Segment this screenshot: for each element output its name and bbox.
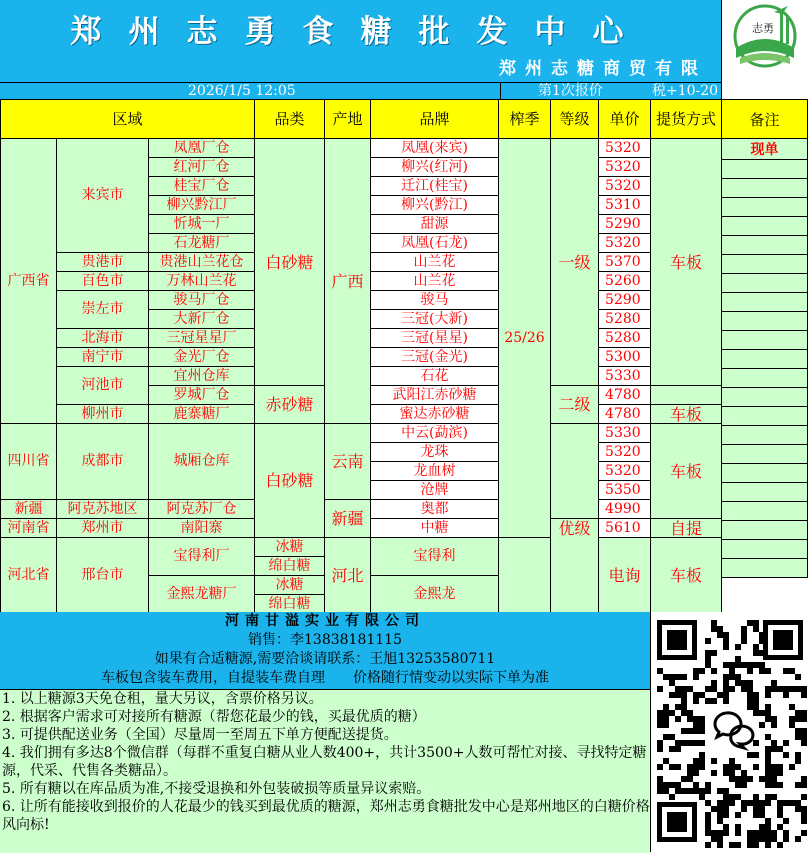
brand-cell: 三冠(金光) — [371, 348, 499, 367]
warehouse-cell: 忻城一厂 — [149, 215, 255, 234]
col-origin: 产地 — [325, 100, 371, 139]
price-cell: 5320 — [599, 443, 651, 462]
grade-cell: 二级 — [551, 386, 599, 424]
brand-cell: 沧牌 — [371, 481, 499, 500]
remark-cell — [722, 502, 808, 521]
warehouse-cell: 阿克苏厂仓 — [149, 500, 255, 519]
quote-round: 第1次报价 — [538, 83, 603, 99]
col-category: 品类 — [255, 100, 325, 139]
city-cell: 南宁市 — [57, 348, 149, 367]
warehouse-cell: 贵港山兰花仓 — [149, 253, 255, 272]
brand-cell: 宝得利 — [371, 538, 499, 576]
note-item: 2. 根据客户需求可对接所有糖源（帮您花最少的钱，买最优质的糖） — [2, 709, 426, 725]
brand-cell: 奥都 — [371, 500, 499, 519]
warehouse-cell: 桂宝厂仓 — [149, 177, 255, 196]
price-cell: 5610 — [599, 519, 651, 538]
fees-note: 车板包含装车费用，自提装车费自理 价格随行情变动以实际下单为准 — [101, 670, 549, 686]
category-cell: 赤砂糖 — [255, 386, 325, 424]
price-cell: 5320 — [599, 234, 651, 253]
category-cell: 白砂糖 — [255, 424, 325, 538]
remark-cell — [722, 464, 808, 483]
origin-cell: 新疆 — [325, 500, 371, 538]
origin-cell: 广西 — [325, 139, 371, 424]
remark-cell — [722, 559, 808, 578]
warehouse-cell: 大新厂仓 — [149, 310, 255, 329]
col-season: 榨季 — [499, 100, 551, 139]
remark-cell — [722, 255, 808, 274]
note-item: 3. 可提供配送业务（全国）尽量周一至周五下单方便配送提货。 — [2, 727, 398, 743]
price-cell: 电询 — [599, 538, 651, 614]
warehouse-cell: 鹿寨糖厂 — [149, 405, 255, 424]
province-cell: 河南省 — [1, 519, 57, 538]
season-cell: 25/26 — [499, 139, 551, 538]
delivery-cell: 车板 — [651, 424, 722, 519]
warehouse-cell: 柳兴黔江厂 — [149, 196, 255, 215]
col-grade: 等级 — [551, 100, 599, 139]
sales-contact: 销售：李13838181115 — [248, 632, 402, 648]
price-cell: 5370 — [599, 253, 651, 272]
wechat-qr-code — [650, 612, 808, 852]
logo-text: 志勇 — [752, 22, 774, 35]
table-row — [1, 500, 722, 519]
brand-cell: 龙珠 — [371, 443, 499, 462]
category-cell: 绵白糖 — [255, 595, 325, 614]
col-brand: 品牌 — [371, 100, 499, 139]
warehouse-cell: 金光厂仓 — [149, 348, 255, 367]
price-cell: 5310 — [599, 196, 651, 215]
remark-cell — [722, 236, 808, 255]
remark-cell — [722, 521, 808, 540]
category-cell: 冰糖 — [255, 576, 325, 595]
city-cell: 河池市 — [57, 367, 149, 405]
sugarcane-logo-icon — [722, 0, 808, 99]
city-cell: 北海市 — [57, 329, 149, 348]
city-cell: 崇左市 — [57, 291, 149, 329]
brand-cell: 三冠(大新) — [371, 310, 499, 329]
price-table — [0, 99, 722, 614]
price-cell: 5290 — [599, 215, 651, 234]
delivery-cell: 车板 — [651, 139, 722, 386]
page-title: 郑州志勇食糖批发中心 — [70, 13, 651, 50]
season-cell-empty — [499, 538, 551, 614]
brand-cell: 石花 — [371, 367, 499, 386]
remark-cell — [722, 274, 808, 293]
remark-cell — [722, 445, 808, 464]
remark-cell — [722, 293, 808, 312]
info-bar — [0, 82, 721, 100]
remark-cell: 现单 — [722, 139, 808, 160]
warehouse-cell: 三冠星星厂 — [149, 329, 255, 348]
warehouse-cell: 万林山兰花 — [149, 272, 255, 291]
price-cell: 5280 — [599, 310, 651, 329]
company-name: 河南甘溢实业有限公司 — [225, 613, 425, 629]
brand-cell: 凤凰(石龙) — [371, 234, 499, 253]
qr-code-icon — [651, 612, 808, 852]
remark-cell — [722, 369, 808, 388]
province-cell: 新疆 — [1, 500, 57, 519]
brand-cell: 迁江(桂宝) — [371, 177, 499, 196]
remark-cell — [722, 331, 808, 350]
price-cell: 5320 — [599, 462, 651, 481]
delivery-cell: 车板 — [651, 538, 722, 614]
price-cell: 5320 — [599, 139, 651, 158]
brand-cell: 柳兴(黔江) — [371, 196, 499, 215]
price-cell: 5280 — [599, 329, 651, 348]
province-cell: 广西省 — [1, 139, 57, 424]
city-cell: 柳州市 — [57, 405, 149, 424]
notes-panel — [0, 689, 650, 853]
warehouse-cell: 石龙糖厂 — [149, 234, 255, 253]
col-delivery: 提货方式 — [651, 100, 722, 139]
city-cell: 百色市 — [57, 272, 149, 291]
brand-cell: 中糖 — [371, 519, 499, 538]
company-logo — [721, 0, 808, 99]
col-price: 单价 — [599, 100, 651, 139]
province-cell: 四川省 — [1, 424, 57, 500]
warehouse-cell: 金熙龙糖厂 — [149, 576, 255, 614]
remark-column — [721, 99, 808, 578]
category-cell: 绵白糖 — [255, 557, 325, 576]
grade-cell: 一级 — [551, 139, 599, 386]
brand-cell: 甜源 — [371, 215, 499, 234]
brand-cell: 龙血树 — [371, 462, 499, 481]
brand-cell: 山兰花 — [371, 272, 499, 291]
price-cell: 5320 — [599, 177, 651, 196]
price-cell: 4780 — [599, 386, 651, 405]
col-remark: 备注 — [722, 100, 808, 139]
city-cell: 贵港市 — [57, 253, 149, 272]
remark-cell — [722, 426, 808, 445]
remark-cell — [722, 388, 808, 407]
remark-cell — [722, 179, 808, 198]
city-cell: 来宾市 — [57, 139, 149, 253]
note-item: 4. 我们拥有多达8个微信群（每群不重复白糖从业人数400+，共计3500+人数可帮忙对接、寻找特定糖源，代采、代售各类糖品）。 — [2, 745, 647, 779]
brand-cell: 山兰花 — [371, 253, 499, 272]
header-banner — [0, 0, 721, 99]
city-cell: 邢台市 — [57, 538, 149, 614]
price-cell: 5320 — [599, 158, 651, 177]
company-info — [0, 612, 650, 689]
delivery-cell: 自提 — [651, 519, 722, 538]
city-cell: 阿克苏地区 — [57, 500, 149, 519]
table-row — [1, 538, 722, 557]
price-cell: 4990 — [599, 500, 651, 519]
warehouse-cell: 骏马厂仓 — [149, 291, 255, 310]
deal-contact: 如果有合适糖源,需要洽谈请联系：王旭13253580711 — [154, 651, 496, 667]
warehouse-cell: 凤凰厂仓 — [149, 139, 255, 158]
tax-note: 税+10-20 — [652, 83, 719, 99]
warehouse-cell: 红河厂仓 — [149, 158, 255, 177]
category-cell: 冰糖 — [255, 538, 325, 557]
delivery-cell-empty — [651, 386, 722, 405]
remark-cell — [722, 483, 808, 502]
price-cell: 5260 — [599, 272, 651, 291]
price-cell: 5330 — [599, 424, 651, 443]
origin-cell: 河北 — [325, 538, 371, 614]
brand-cell: 凤凰(来宾) — [371, 139, 499, 158]
brand-cell: 武阳江赤砂糖 — [371, 386, 499, 405]
warehouse-cell: 宝得利厂 — [149, 538, 255, 576]
origin-cell: 云南 — [325, 424, 371, 500]
price-cell: 5330 — [599, 367, 651, 386]
brand-cell: 金熙龙 — [371, 576, 499, 614]
remark-cell — [722, 312, 808, 331]
price-cell: 5350 — [599, 481, 651, 500]
note-item: 5. 所有糖以在库品质为准,不接受退换和外包装破损等质量异议索赔。 — [2, 781, 431, 797]
price-cell: 5300 — [599, 348, 651, 367]
brand-cell: 三冠(星星) — [371, 329, 499, 348]
company-subtitle: 郑州志糖商贸有限 — [499, 59, 707, 79]
brand-cell: 中云(勐滨) — [371, 424, 499, 443]
warehouse-cell: 罗城厂仓 — [149, 386, 255, 405]
remark-cell — [722, 350, 808, 369]
note-item: 6. 让所有能接收到报价的人花最少的钱买到最优质的糖源，郑州志勇食糖批发中心是郑州地区的白糖价格风向标! — [2, 799, 650, 833]
grade-cell: 优级 — [551, 519, 599, 614]
note-item: 1. 以上糖源3天免仓租，量大另议，含票价格另议。 — [2, 691, 323, 707]
warehouse-cell: 城厢仓库 — [149, 424, 255, 500]
table-row — [1, 139, 722, 158]
province-cell: 河北省 — [1, 538, 57, 614]
col-region: 区域 — [1, 100, 255, 139]
brand-cell: 蜜达赤砂糖 — [371, 405, 499, 424]
city-cell: 成都市 — [57, 424, 149, 500]
category-cell: 白砂糖 — [255, 139, 325, 386]
remark-cell — [722, 198, 808, 217]
table-row — [1, 424, 722, 443]
remark-cell — [722, 160, 808, 179]
warehouse-cell: 宜州仓库 — [149, 367, 255, 386]
remark-cell — [722, 540, 808, 559]
brand-cell: 柳兴(红河) — [371, 158, 499, 177]
brand-cell: 骏马 — [371, 291, 499, 310]
delivery-cell: 车板 — [651, 405, 722, 424]
city-cell: 郑州市 — [57, 519, 149, 538]
warehouse-cell: 南阳寨 — [149, 519, 255, 538]
price-cell: 5290 — [599, 291, 651, 310]
remark-cell — [722, 217, 808, 236]
grade-cell-empty — [551, 424, 599, 519]
remark-cell — [722, 407, 808, 426]
price-cell: 4780 — [599, 405, 651, 424]
quote-datetime: 2026/1/5 12:05 — [188, 83, 296, 99]
table-header-row — [1, 100, 722, 139]
